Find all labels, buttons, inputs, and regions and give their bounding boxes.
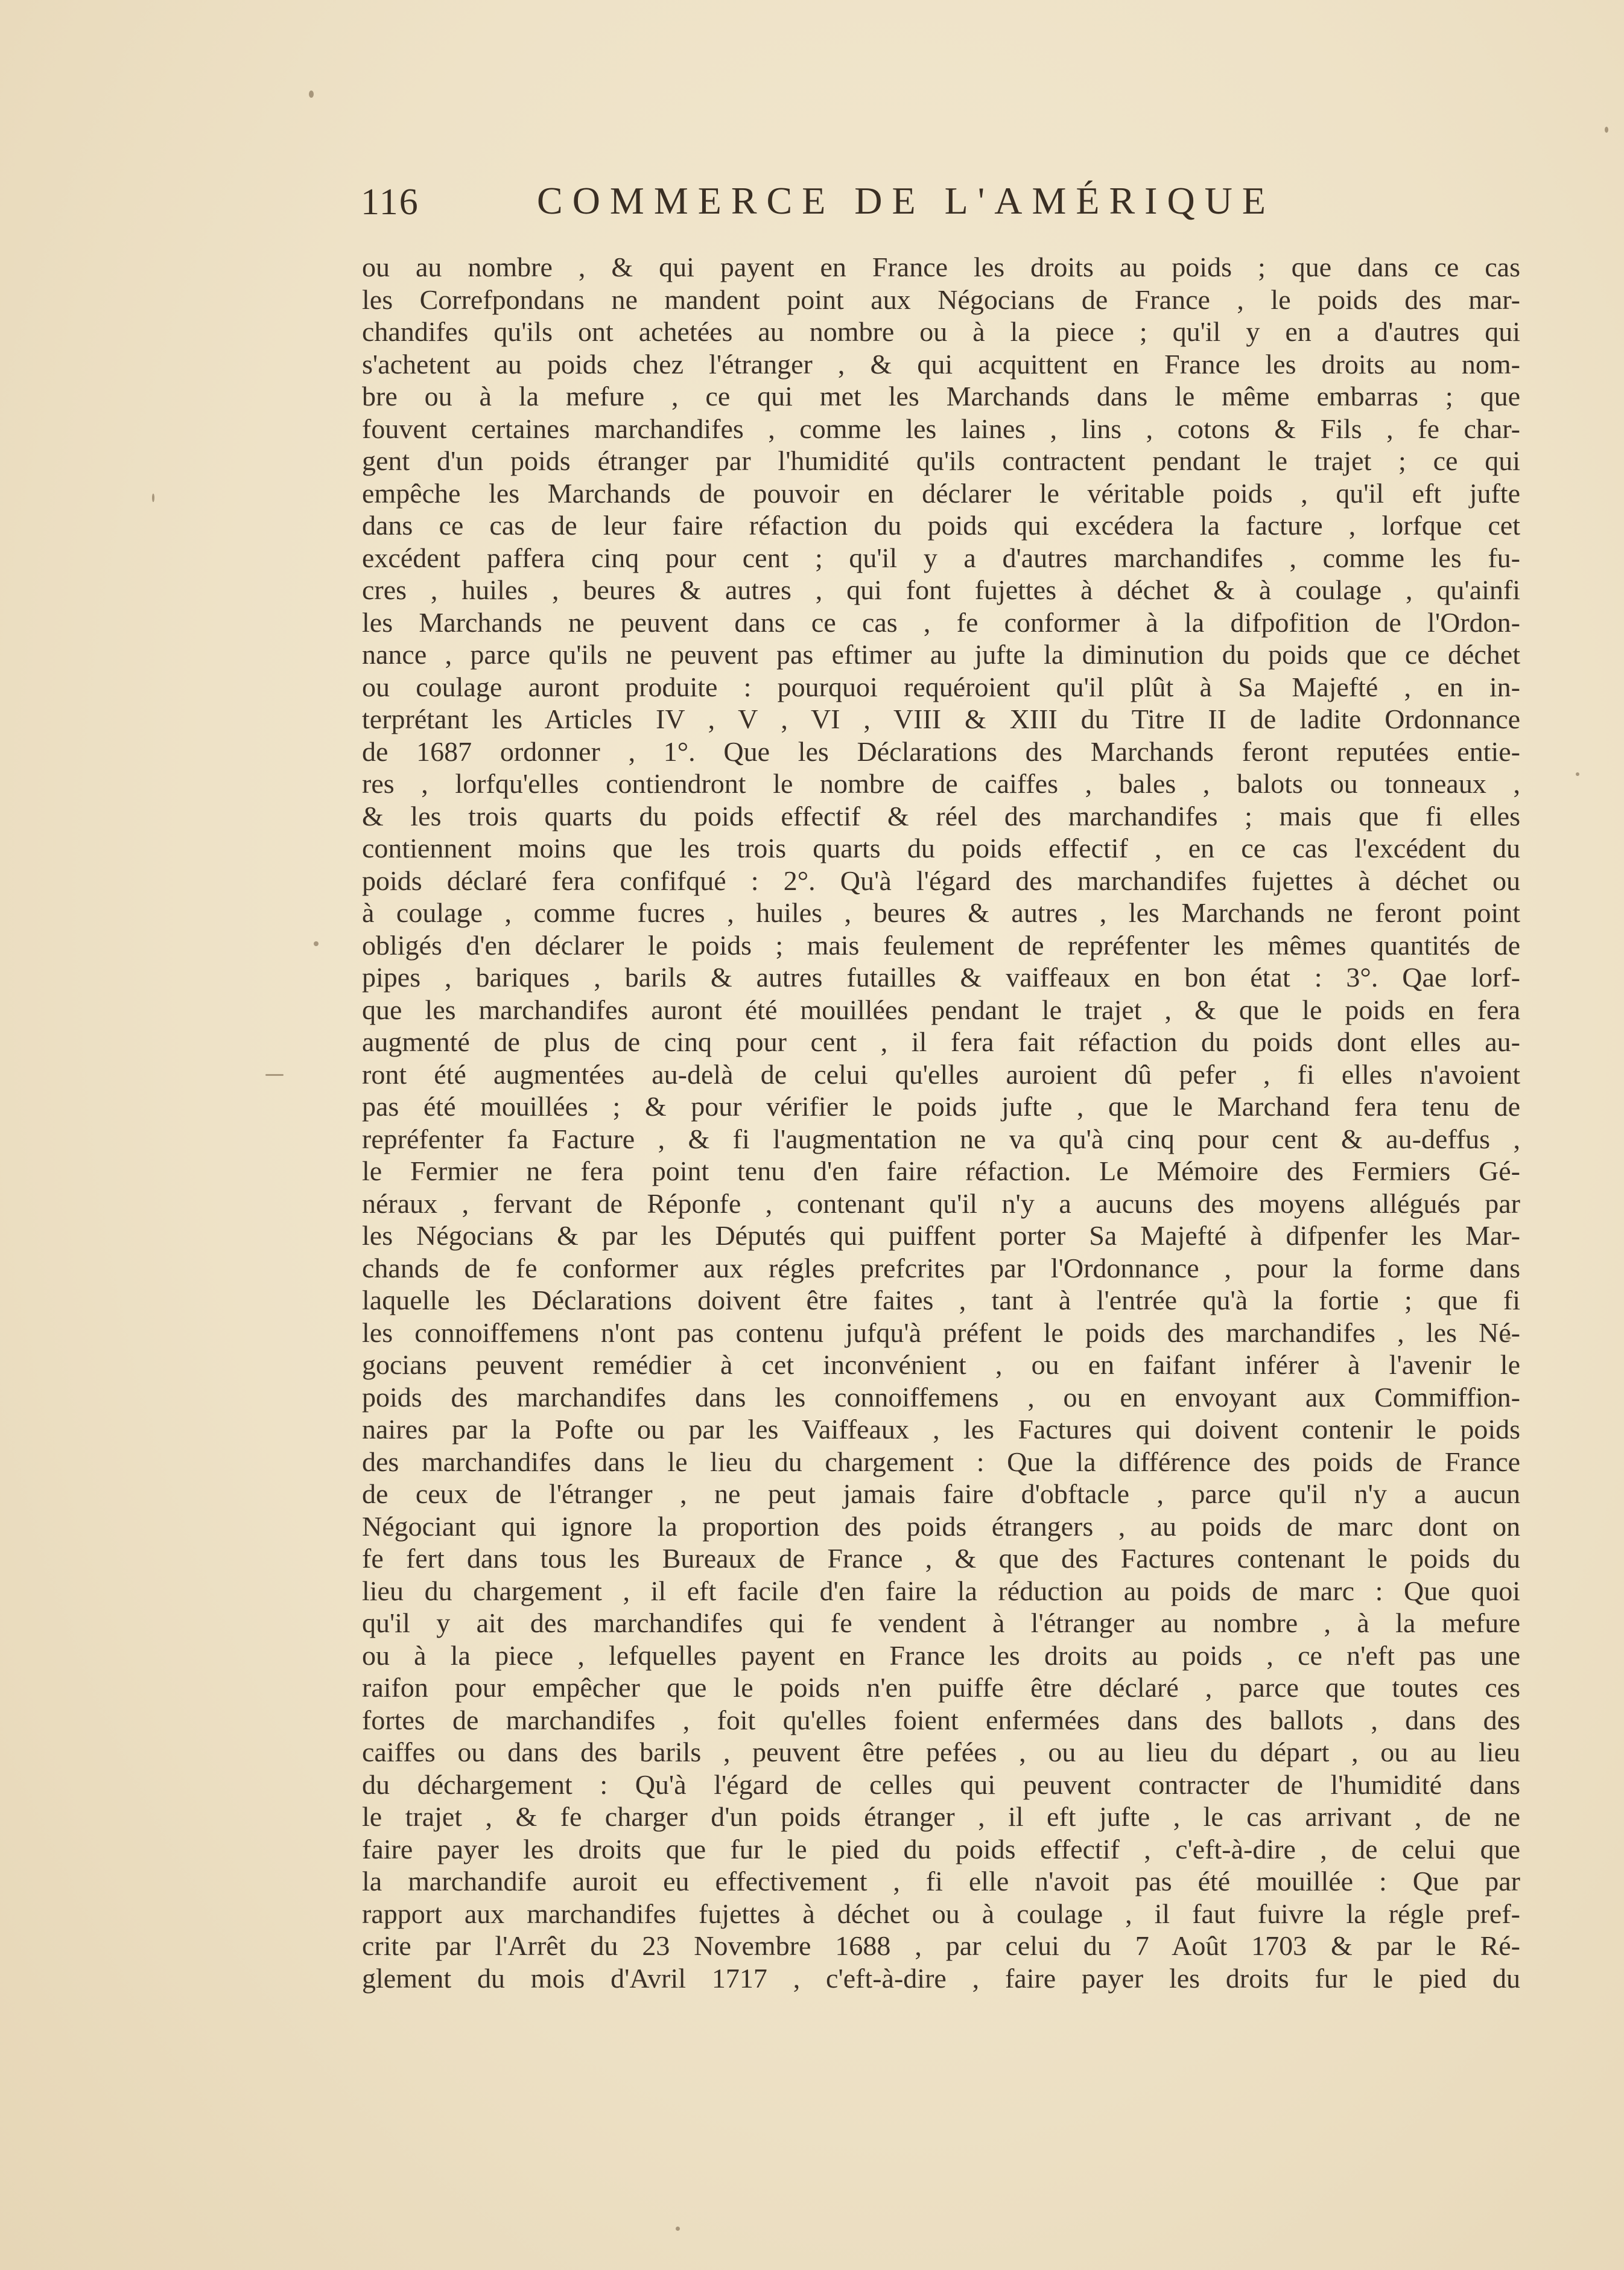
text-line: fouvent certaines marchandifes , comme les laines , lins , cotons & Fils , fe char- (362, 413, 1520, 444)
text-line: pas été mouillées ; & pour vérifier le poids jufte , que le Marchand fera tenu de (362, 1091, 1520, 1122)
paper-speck (676, 2227, 680, 2231)
text-line: à coulage , comme fucres , huiles , beures & autres , les Marchands ne feront point (362, 897, 1520, 928)
text-line: & les trois quarts du poids effectif & réel des marchandifes ; mais que fi elles (362, 800, 1520, 831)
text-line: le trajet , & fe charger d'un poids étranger , il eft jufte , le cas arrivant , de ne (362, 1801, 1520, 1832)
text-line: excédent paffera cinq pour cent ; qu'il y a d'autres marchandifes , comme les fu- (362, 542, 1520, 573)
paper-speck (1605, 127, 1608, 133)
text-line: pipes , bariques , barils & autres futailles & vaiffeaux en bon état : 3°. Qae lorf- (362, 962, 1520, 993)
text-line: ou coulage auront produite : pourquoi requéroient qu'il plût à Sa Majefté , en in- (362, 671, 1520, 702)
paper-speck (314, 941, 319, 946)
paper-speck (265, 1074, 284, 1076)
text-line: du déchargement : Qu'à l'égard de celles qui peuvent contracter de l'humidité dans (362, 1769, 1520, 1800)
paper-speck (152, 494, 154, 502)
text-line: de ceux de l'étranger , ne peut jamais faire d'obftacle , parce qu'il n'y a aucun (362, 1478, 1520, 1509)
text-line: empêche les Marchands de pouvoir en déclarer le véritable poids , qu'il eft jufte (362, 477, 1520, 509)
text-line: Négociant qui ignore la proportion des poids étrangers , au poids de marc dont on (362, 1510, 1520, 1542)
text-line: laquelle les Déclarations doivent être faites , tant à l'entrée qu'à la fortie ; que fi (362, 1285, 1520, 1315)
text-line: rapport aux marchandifes fujettes à déchet ou à coulage , il faut fuivre la régle pref- (362, 1898, 1520, 1929)
paper-speck (309, 91, 314, 98)
text-line: la marchandife auroit eu effectivement , fi elle n'avoit pas été mouillée : Que par (362, 1866, 1520, 1896)
text-line: poids des marchandifes dans les connoiffemens , ou en envoyant aux Commiffion- (362, 1381, 1520, 1413)
page-number: 116 (361, 182, 419, 223)
text-line: glement du mois d'Avril 1717 , c'eft-à-dire , faire payer les droits fur le pied du (362, 1962, 1520, 1994)
text-line: les Correfpondans ne mandent point aux Négocians de France , le poids des mar- (362, 284, 1520, 315)
text-line: s'achetent au poids chez l'étranger , & qui acquittent en France les droits au nom- (362, 348, 1520, 380)
text-line: ront été augmentées au-delà de celui qu'elles auroient dû pefer , fi elles n'avoient (362, 1058, 1520, 1090)
text-line: gocians peuvent remédier à cet inconvénient , ou en faifant inférer à l'avenir le (362, 1349, 1520, 1380)
text-line: raifon pour empêcher que le poids n'en puiffe être déclaré , parce que toutes ces (362, 1672, 1520, 1703)
body-text (362, 251, 1520, 1994)
text-line: contiennent moins que les trois quarts du poids effectif , en ce cas l'excédent du (362, 833, 1520, 863)
text-line: faire payer les droits que fur le pied du poids effectif , c'eft-à-dire , de celui que (362, 1833, 1520, 1865)
text-line: poids déclaré fera confifqué : 2°. Qu'à l'égard des marchandifes fujettes à déchet ou (362, 865, 1520, 896)
text-line: fe fert dans tous les Bureaux de France , & que des Factures contenant le poids du (362, 1543, 1520, 1574)
text-line: gent d'un poids étranger par l'humidité qu'ils contractent pendant le trajet ; ce qui (362, 445, 1520, 476)
text-line: chands de fe conformer aux régles prefcrites par l'Ordonnance , pour la forme dans (362, 1252, 1520, 1283)
text-line: de 1687 ordonner , 1°. Que les Déclarations des Marchands feront reputées entie- (362, 736, 1520, 767)
text-line: les connoiffemens n'ont pas contenu jufqu'à préfent le poids des marchandifes , les Né- (362, 1317, 1520, 1348)
paper-speck (1576, 772, 1579, 776)
text-line: ou au nombre , & qui payent en France les droits au poids ; que dans ce cas (362, 252, 1520, 282)
text-line: terprétant les Articles IV , V , VI , VIII & XIII du Titre II de ladite Ordonnance (362, 704, 1520, 734)
text-line: repréfenter fa Facture , & fi l'augmentation ne va qu'à cinq pour cent & au-deffus , (362, 1123, 1520, 1154)
text-line: lieu du chargement , il eft facile d'en faire la réduction au poids de marc : Que quoi (362, 1575, 1520, 1606)
text-line: néraux , fervant de Réponfe , contenant qu'il n'y a aucuns des moyens allégués par (362, 1187, 1520, 1219)
text-line: caiffes ou dans des barils , peuvent être pefées , ou au lieu du départ , ou au lieu (362, 1737, 1520, 1767)
text-line: naires par la Pofte ou par les Vaiffeaux , les Factures qui doivent contenir le poids (362, 1414, 1520, 1445)
text-line: les Marchands ne peuvent dans ce cas , fe conformer à la difpofition de l'Ordon- (362, 606, 1520, 638)
text-line: bre ou à la mefure , ce qui met les Marchands dans le même embarras ; que (362, 381, 1520, 412)
text-line: obligés d'en déclarer le poids ; mais feulement de repréfenter les mêmes quantités de (362, 929, 1520, 961)
text-line: nance , parce qu'ils ne peuvent pas eftimer au jufte la diminution du poids que ce déchet (362, 639, 1520, 670)
text-line: cres , huiles , beures & autres , qui font fujettes à déchet & à coulage , qu'ainfi (362, 574, 1520, 605)
text-line: ou à la piece , lefquelles payent en France les droits au poids , ce n'eft pas une (362, 1639, 1520, 1671)
text-line: le Fermier ne fera point tenu d'en faire réfaction. Le Mémoire des Fermiers Gé- (362, 1156, 1520, 1186)
text-line: des marchandifes dans le lieu du chargement : Que la différence des poids de France (362, 1446, 1520, 1477)
text-line: chandifes qu'ils ont achetées au nombre ou à la piece ; qu'il y en a d'autres qui (362, 316, 1520, 347)
text-line: que les marchandifes auront été mouillées pendant le trajet , & que le poids en fera (362, 994, 1520, 1025)
text-line: les Négocians & par les Députés qui puiffent porter Sa Majefté à difpenfer les Mar- (362, 1220, 1520, 1251)
text-line: qu'il y ait des marchandifes qui fe vendent à l'étranger au nombre , à la mefure (362, 1607, 1520, 1638)
running-title: COMMERCE DE L'AMÉRIQUE (537, 179, 1275, 222)
text-line: augmenté de plus de cinq pour cent , il fera fait réfaction du poids dont elles au- (362, 1026, 1520, 1057)
text-line: res , lorfqu'elles contiendront le nombre de caiffes , bales , balots ou tonneaux , (362, 768, 1520, 799)
text-line: crite par l'Arrêt du 23 Novembre 1688 , par celui du 7 Août 1703 & par le Ré- (362, 1930, 1520, 1961)
text-line: fortes de marchandifes , foit qu'elles foient enfermées dans des ballots , dans des (362, 1704, 1520, 1735)
text-line: dans ce cas de leur faire réfaction du poids qui excédera la facture , lorfque cet (362, 510, 1520, 541)
